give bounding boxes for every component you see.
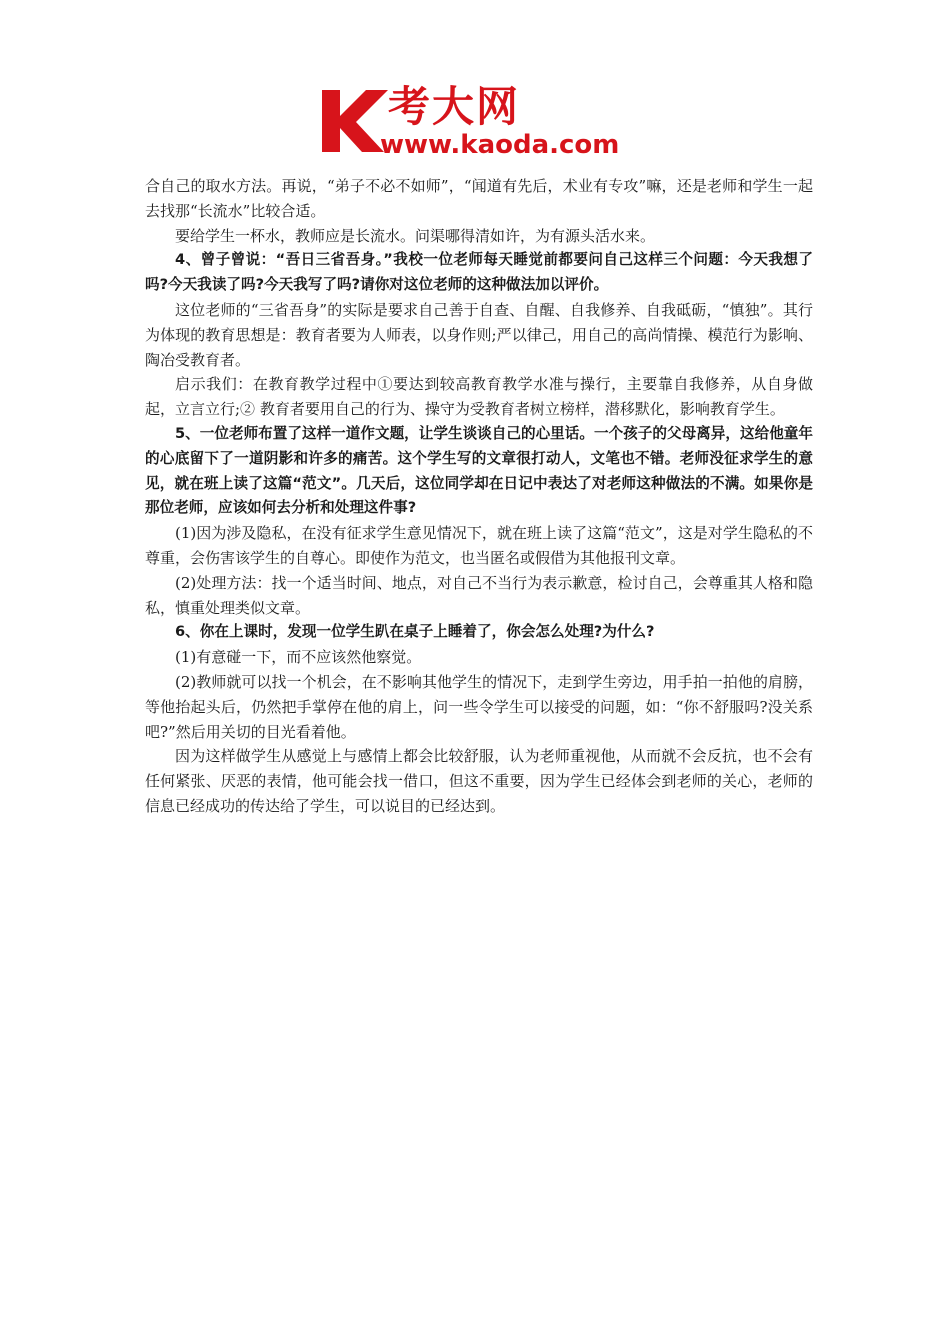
logo-url-text: www.kaoda.com bbox=[380, 130, 620, 160]
paragraph: 因为这样做学生从感觉上与感情上都会比较舒服，认为老师重视他，从而就不会反抗，也不会有任何紧张、厌恶的表情，他可能会找一借口，但这不重要，因为学生已经体会到老师的关心，老师的信息已经成功的传达给了学生，可以说目的已经达到。 bbox=[145, 747, 813, 815]
paragraph: 启示我们：在教育教学过程中①要达到较高教育教学水准与操行，主要靠自我修养，从自身做起，立言立行;② 教育者要用自己的行为、操守为受教育者树立榜样，潜移默化，影响教育学生。 bbox=[145, 375, 813, 419]
document-body bbox=[145, 174, 813, 819]
paragraph: (1)有意碰一下，而不应该然他察觉。 bbox=[175, 648, 422, 667]
logo-chinese-text: 考大网 bbox=[388, 82, 521, 131]
kaoda-logo bbox=[318, 84, 638, 158]
paragraph: (1)因为涉及隐私，在没有征求学生意见情况下，就在班上读了这篇“范文”，这是对学生隐私的不尊重，会伤害该学生的自尊心。即使作为范文，也当匿名或假借为其他报刊文章。 bbox=[145, 524, 813, 567]
paragraph: (2)教师就可以找一个机会，在不影响其他学生的情况下，走到学生旁边，用手拍一拍他的肩膀，等他抬起头后，仍然把手掌停在他的肩上，问一些令学生可以接受的问题，如：“你不舒服吗?没关系吧?”然后用关切的目光看着他。 bbox=[145, 672, 813, 741]
question-heading: 5、一位老师布置了这样一道作文题，让学生谈谈自己的心里话。一个孩子的父母离异，这给他童年的心底留下了一道阴影和许多的痛苦。这个学生写的文章很打动人，文笔也不错。老师没征求学生的意见，就在班上读了这篇“范文”。几天后，这位同学却在日记中表达了对老师这种做法的不满。如果你是那位老师，应该如何去分析和处理这件事? bbox=[145, 424, 813, 517]
paragraph: (2)处理方法：找一个适当时间、地点，对自己不当行为表示歉意，检讨自己，会尊重其人格和隐私，慎重处理类似文章。 bbox=[145, 573, 813, 617]
paragraph: 要给学生一杯水，教师应是长流水。问渠哪得清如许，为有源头活水来。 bbox=[175, 226, 656, 245]
question-heading: 4、曾子曾说：“吾日三省吾身。”我校一位老师每天睡觉前都要问自己这样三个问题：今天我想了吗?今天我读了吗?今天我写了吗?请你对这位老师的这种做法加以评价。 bbox=[145, 251, 813, 294]
paragraph: 合自己的取水方法。再说，“弟子不必不如师”，“闻道有先后，术业有专攻”嘛，还是老师和学生一起去找那“长流水”比较合适。 bbox=[145, 177, 813, 220]
paragraph: 这位老师的“三省吾身”的实际是要求自己善于自查、自醒、自我修养、自我砥砺，“慎独”。其行为体现的教育思想是：教育者要为人师表，以身作则;严以律己，用自己的高尚情操、模范行为影响、陶冶受教育者。 bbox=[145, 300, 813, 369]
question-heading: 6、你在上课时，发现一位学生趴在桌子上睡着了，你会怎么处理?为什么? bbox=[175, 623, 655, 641]
